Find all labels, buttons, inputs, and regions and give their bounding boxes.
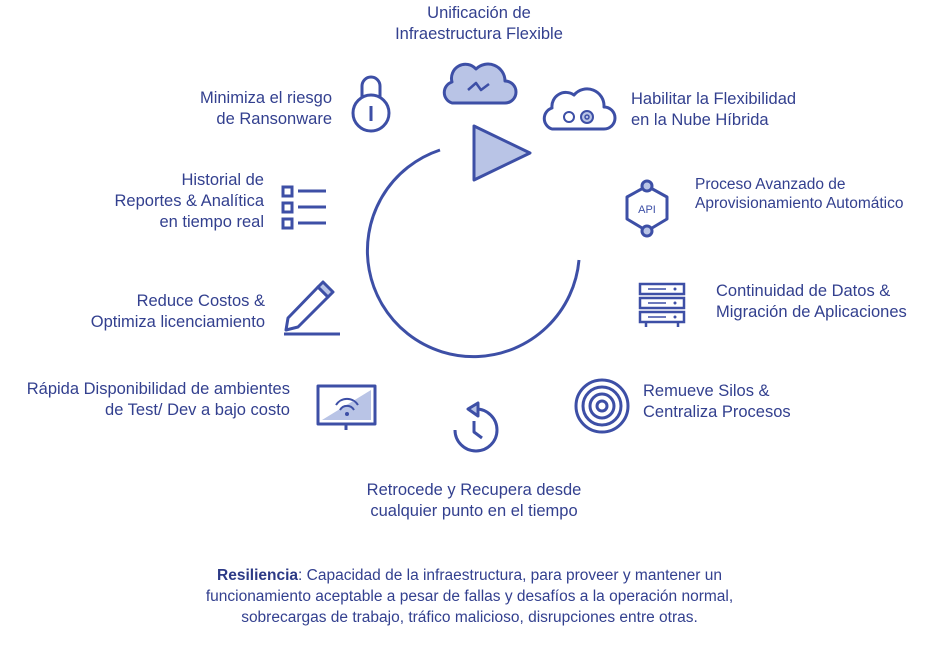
cloud-lightning-icon (444, 64, 516, 103)
definition-line-1 (0, 565, 939, 586)
label-habilitar (631, 89, 796, 131)
label-unificacion (369, 3, 589, 45)
label-line: en tiempo real (159, 213, 264, 231)
definition-term: Resiliencia (217, 567, 299, 584)
label-line: Rápida Disponibilidad de ambientes (26, 380, 290, 398)
label-line: Minimiza el riesgo (199, 89, 332, 107)
api-hexagon-icon (627, 181, 667, 236)
label-minimiza (200, 88, 332, 130)
label-proceso (695, 175, 904, 213)
label-line: Infraestructura Flexible (395, 25, 563, 43)
cloud-gears-icon (544, 89, 615, 129)
label-rapida (27, 379, 290, 421)
label-line: en la Nube Híbrida (631, 111, 769, 129)
definition-line-2: funcionamiento aceptable a pesar de fallas y desafíos a la operación normal, (205, 588, 734, 605)
pencil-icon (284, 282, 340, 334)
label-remueve (643, 381, 791, 423)
label-line: Reportes & Analítica (114, 192, 264, 210)
label-line: Centraliza Procesos (643, 403, 791, 421)
monitor-wifi-icon (318, 386, 375, 430)
label-line: Optimiza licenciamiento (90, 313, 265, 331)
label-line: de Ransonware (216, 110, 332, 128)
label-line: Historial de (181, 171, 264, 189)
padlock-icon (353, 77, 389, 131)
label-line: Retrocede y Recupera desde (366, 481, 582, 499)
resilience-definition (0, 565, 939, 628)
clock-rewind-icon (455, 403, 497, 451)
label-line: Reduce Costos & (136, 292, 265, 310)
label-continuidad (716, 281, 907, 323)
label-line: Continuidad de Datos & (716, 282, 891, 300)
label-line: de Test/ Dev a bajo costo (105, 401, 290, 419)
api-label: API (638, 204, 656, 216)
server-rack-icon (640, 284, 684, 327)
cycle-arrow (367, 126, 579, 357)
report-list-icon (283, 187, 326, 228)
label-line: Habilitar la Flexibilidad (631, 90, 797, 108)
label-line: Aprovisionamiento Automático (695, 195, 904, 212)
definition-line-3: sobrecargas de trabajo, tráfico malicioso, disrupciones entre otras. (241, 609, 698, 626)
label-line: Proceso Avanzado de (695, 176, 846, 193)
label-line: Remueve Silos & (643, 382, 770, 400)
label-historial (115, 170, 265, 233)
definition-text: : Capacidad de la infraestructura, para proveer y mantener un (298, 567, 722, 584)
concentric-target-icon (576, 380, 628, 432)
label-line: cualquier punto en el tiempo (370, 502, 578, 520)
label-retrocede (339, 480, 609, 522)
label-reduce (91, 291, 265, 333)
label-line: Migración de Aplicaciones (716, 303, 907, 321)
label-line: Unificación de (427, 4, 531, 22)
